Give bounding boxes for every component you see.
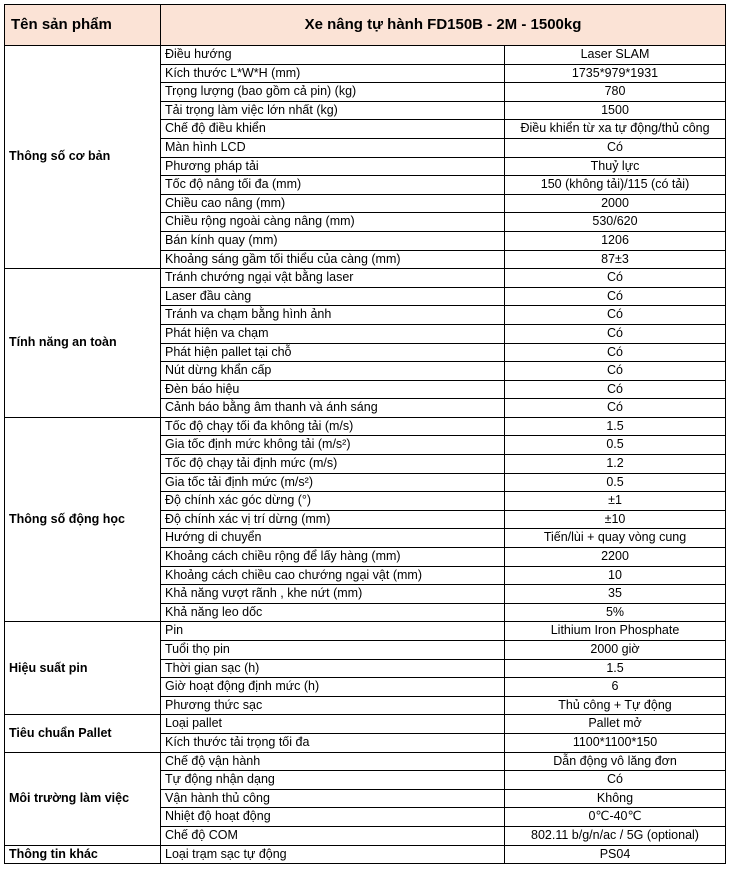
param-value: 6 xyxy=(505,678,726,697)
param-value: Có xyxy=(505,771,726,790)
table-row xyxy=(5,46,726,65)
table-row xyxy=(5,845,726,864)
param-name: Thời gian sạc (h) xyxy=(161,659,505,678)
param-value: 35 xyxy=(505,585,726,604)
param-value: Lithium Iron Phosphate xyxy=(505,622,726,641)
param-name: Phát hiện va chạm xyxy=(161,324,505,343)
param-name: Tải trọng làm việc lớn nhất (kg) xyxy=(161,101,505,120)
param-value: 10 xyxy=(505,566,726,585)
group-label: Thông tin khác xyxy=(5,845,161,864)
param-value: 5% xyxy=(505,603,726,622)
param-value: 2000 xyxy=(505,194,726,213)
param-name: Phương pháp tải xyxy=(161,157,505,176)
param-name: Gia tốc định mức không tải (m/s²) xyxy=(161,436,505,455)
param-value: Dẫn động vô lăng đơn xyxy=(505,752,726,771)
table-row xyxy=(5,417,726,436)
param-value: 802.11 b/g/n/ac / 5G (optional) xyxy=(505,826,726,845)
param-value: 87±3 xyxy=(505,250,726,269)
param-name: Giờ hoạt động định mức (h) xyxy=(161,678,505,697)
param-value: 1.5 xyxy=(505,417,726,436)
param-name: Chiều rộng ngoài càng nâng (mm) xyxy=(161,213,505,232)
param-value: Có xyxy=(505,399,726,418)
param-value: Có xyxy=(505,380,726,399)
param-value: Có xyxy=(505,324,726,343)
param-value: Pallet mở xyxy=(505,715,726,734)
param-name: Kích thước tải trọng tối đa xyxy=(161,733,505,752)
param-value: 0.5 xyxy=(505,473,726,492)
param-name: Khoảng cách chiều cao chướng ngại vật (mm) xyxy=(161,566,505,585)
product-title: Xe nâng tự hành FD150B - 2M - 1500kg xyxy=(161,5,726,46)
group-label: Môi trường làm việc xyxy=(5,752,161,845)
param-name: Chế độ điều khiển xyxy=(161,120,505,139)
param-name: Bán kính quay (mm) xyxy=(161,231,505,250)
param-name: Loại trạm sạc tự động xyxy=(161,845,505,864)
param-value: ±1 xyxy=(505,492,726,511)
param-name: Tốc độ chạy tối đa không tải (m/s) xyxy=(161,417,505,436)
param-name: Hướng di chuyển xyxy=(161,529,505,548)
param-value: Không xyxy=(505,789,726,808)
spec-table xyxy=(4,4,726,864)
param-name: Tốc độ chạy tải định mức (m/s) xyxy=(161,455,505,474)
group-label: Thông số cơ bản xyxy=(5,46,161,269)
param-value: Có xyxy=(505,306,726,325)
product-name-label: Tên sản phẩm xyxy=(5,5,161,46)
group-label: Thông số động học xyxy=(5,417,161,622)
param-value: Thủ công + Tự động xyxy=(505,696,726,715)
param-value: Tiến/lùi + quay vòng cung xyxy=(505,529,726,548)
param-name: Chế độ vận hành xyxy=(161,752,505,771)
param-name: Chiều cao nâng (mm) xyxy=(161,194,505,213)
param-name: Độ chính xác vị trí dừng (mm) xyxy=(161,510,505,529)
param-name: Đèn báo hiệu xyxy=(161,380,505,399)
group-label: Tiêu chuẩn Pallet xyxy=(5,715,161,752)
param-name: Độ chính xác góc dừng (°) xyxy=(161,492,505,511)
param-name: Khả năng leo dốc xyxy=(161,603,505,622)
table-row xyxy=(5,622,726,641)
param-name: Khoảng cách chiều rộng để lấy hàng (mm) xyxy=(161,548,505,567)
param-name: Nhiệt độ hoạt động xyxy=(161,808,505,827)
param-value: 2200 xyxy=(505,548,726,567)
param-name: Điều hướng xyxy=(161,46,505,65)
spec-body xyxy=(5,46,726,864)
param-value: 1100*1100*150 xyxy=(505,733,726,752)
param-value: 1206 xyxy=(505,231,726,250)
table-row xyxy=(5,269,726,288)
param-name: Chế độ COM xyxy=(161,826,505,845)
param-value: Có xyxy=(505,269,726,288)
param-value: Có xyxy=(505,362,726,381)
param-value: PS04 xyxy=(505,845,726,864)
param-name: Phát hiện pallet tại chỗ xyxy=(161,343,505,362)
param-value: 2000 giờ xyxy=(505,641,726,660)
param-name: Tuổi thọ pin xyxy=(161,641,505,660)
header-row xyxy=(5,5,726,46)
param-name: Gia tốc tải định mức (m/s²) xyxy=(161,473,505,492)
param-name: Pin xyxy=(161,622,505,641)
param-name: Kích thước L*W*H (mm) xyxy=(161,64,505,83)
param-value: 1735*979*1931 xyxy=(505,64,726,83)
group-label: Tính năng an toàn xyxy=(5,269,161,418)
param-name: Nút dừng khẩn cấp xyxy=(161,362,505,381)
param-value: Thuỷ lực xyxy=(505,157,726,176)
param-name: Phương thức sạc xyxy=(161,696,505,715)
param-name: Khoảng sáng gầm tối thiểu của càng (mm) xyxy=(161,250,505,269)
param-value: 1500 xyxy=(505,101,726,120)
param-name: Cảnh báo bằng âm thanh và ánh sáng xyxy=(161,399,505,418)
param-value: Laser SLAM xyxy=(505,46,726,65)
param-value: 150 (không tải)/115 (có tải) xyxy=(505,176,726,195)
table-row xyxy=(5,715,726,734)
param-name: Khả năng vượt rãnh , khe nứt (mm) xyxy=(161,585,505,604)
param-value: Có xyxy=(505,343,726,362)
param-value: ±10 xyxy=(505,510,726,529)
param-value: Có xyxy=(505,138,726,157)
param-name: Vận hành thủ công xyxy=(161,789,505,808)
param-value: 530/620 xyxy=(505,213,726,232)
param-name: Màn hình LCD xyxy=(161,138,505,157)
group-label: Hiệu suất pin xyxy=(5,622,161,715)
param-value: 1.2 xyxy=(505,455,726,474)
param-value: 1.5 xyxy=(505,659,726,678)
param-value: 780 xyxy=(505,83,726,102)
param-name: Tránh va chạm bằng hình ảnh xyxy=(161,306,505,325)
param-name: Trọng lượng (bao gồm cả pin) (kg) xyxy=(161,83,505,102)
param-name: Tránh chướng ngại vật bằng laser xyxy=(161,269,505,288)
table-row xyxy=(5,752,726,771)
param-value: Có xyxy=(505,287,726,306)
param-name: Laser đầu càng xyxy=(161,287,505,306)
param-name: Loại pallet xyxy=(161,715,505,734)
param-name: Tự động nhận dạng xyxy=(161,771,505,790)
param-name: Tốc độ nâng tối đa (mm) xyxy=(161,176,505,195)
param-value: 0.5 xyxy=(505,436,726,455)
param-value: 0℃-40℃ xyxy=(505,808,726,827)
param-value: Điều khiển từ xa tự động/thủ công xyxy=(505,120,726,139)
